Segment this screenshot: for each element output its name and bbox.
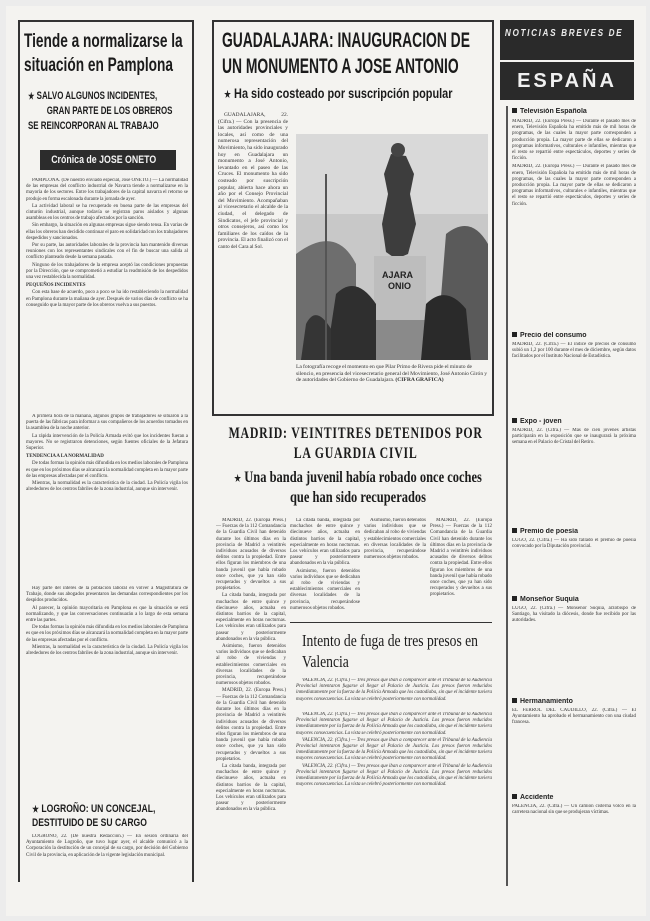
box-rule xyxy=(212,20,214,416)
brief-text: MADRID, 22. (Europa Press.) — Durante el pasado mes de enero, Televisión Española ha emitido más de mil horas de programas, de las cuales la mayor parte corresponden a producción propia. La mayor parte de ellas se dedicaron a programas informativos, culturales e infantiles, mientras que el resto se repartió entre espectáculos, deportes y series de ficción. xyxy=(512,164,636,207)
brief-text: MADRID, 22. (Europa Press.) — Durante el pasado mes de enero, Televisión Española ha emitido más de mil horas de programas, de las cuales la mayor parte corresponden a producción propia. La mayor parte de ellas se dedicaron a programas informativos, culturales e infantiles, mientras que el resto se repartió entre espectáculos, deportes y series de ficción. xyxy=(512,119,636,162)
madrid-deck-text: Una banda juvenil había robado once coches que han sido recuperados xyxy=(244,469,482,506)
guadalajara-headline xyxy=(222,28,488,80)
brief-text: MADRID, 22. (Cifra.) — El índice de precios de consumo subió un 1,2 por 100 durante el mes de diciembre, según datos facilitados por el Instituto Nacional de Estadística. xyxy=(512,342,636,360)
left-article-body-3 xyxy=(26,586,188,796)
subhead: TENDENCIA A LA NORMALIDAD xyxy=(26,454,104,460)
paragraph: La citada banda, integrada por muchachos de entre quince y diecinueve años, actuaba en distintos barrios de la capital, especialmente en horas nocturnas. Los vehículos eran utilizados para pasear y posteriormente abandonados en la vía pública. xyxy=(216,763,286,813)
star-icon xyxy=(234,474,241,483)
column-rule xyxy=(192,20,194,882)
paragraph: LOGROÑO, 22. (De nuestra Redacción.) — En sesión ordinaria del Ayuntamiento de Logroño, que tuvo lugar ayer, el alcalde comunicó a la Corporación la destitución de un concejal de su cargo, por decisión del Gobierno Civil de la provincia, en aplicación de la vigente legislación municipal. xyxy=(26,834,188,858)
brief-item xyxy=(512,418,636,522)
paragraph: Asimismo, fueron detenidos varios individuos que se dedicaban al robo de viviendas y establecimientos comerciales en diversas localidades de la provincia, recuperándose numerosos objetos robados. xyxy=(216,644,286,687)
madrid-body-col-4 xyxy=(430,518,492,618)
paragraph: MADRID, 22. (Europa Press.) — Fuerzas de la 112 Comandancia de la Guardia Civil han detenido durante los últimos días en la provincia de Madrid a veintitrés individuos acusados de diversos delitos contra la propiedad. Entre ellos figuran los miembros de una banda juvenil que había robado once coches, que ya han sido recuperados y devueltos a sus propietarios. xyxy=(216,518,286,592)
brief-text: EL FERROL DEL CAUDILLO, 22. (Cifra.) — El Ayuntamiento ha aprobado el hermanamiento con una ciudad francesa. xyxy=(512,708,636,726)
brief-text: MADRID, 22. (Cifra.) — Más de cien jóvenes artistas participarán en la exposición que se inaugurará la próxima semana en el Palacio de Cristal del Retiro. xyxy=(512,428,636,446)
monument-photo-graphic xyxy=(296,134,488,360)
espana-header-text: ESPAÑA xyxy=(517,70,617,92)
paragraph: VALENCIA, 22. (Cifra.) — Tres presos que iban a comparecer ante el Tribunal de la Audiencia Provincial intentaron fugarse al llegar al Palacio de Justicia. Los presos fueron reducidos inmediatamente por la fuerza de la Policía Armada que los custodiaba, sin que el incidente tuviera mayores consecuencias. La vista se celebró posteriormente con normalidad. xyxy=(296,737,492,762)
paragraph: Sin embargo, la situación en algunas empresas sigue siendo tensa. En varias de ellas los obreros han decidido continuar el paro en solidaridad con los trabajadores despedidos y sancionados. xyxy=(26,223,188,241)
paragraph: VALENCIA, 22. (Cifra.) — Tres presos que iban a comparecer ante el Tribunal de la Audiencia Provincial intentaron fugarse al llegar al Palacio de Justicia. Los presos fueron reducidos inmediatamente por la fuerza de la Policía Armada que los custodiaba, sin que el incidente tuviera mayores consecuencias. La vista se celebró posteriormente con normalidad. xyxy=(296,763,492,788)
monument-photo xyxy=(296,134,488,360)
guadalajara-body-col-1 xyxy=(218,112,288,360)
star-icon xyxy=(224,90,231,99)
brief-text: LUGO, 22. (Cifra.) — Ha sido fallado el premio de poesía convocado por la Diputación provincial. xyxy=(512,538,636,550)
brief-text: PALENCIA, 22. (Cifra.) — Un camión cisterna volcó en la carretera nacional sin que se produjeran víctimas. xyxy=(512,804,636,816)
left-headline xyxy=(24,30,190,78)
noticias-header xyxy=(500,20,634,60)
brief-title: Expo - joven xyxy=(512,418,636,425)
left-deck-line-3: SE REINCORPORAN AL TRABAJO xyxy=(28,120,159,132)
monument-sign-line-2: ONIO xyxy=(388,281,412,291)
brief-item xyxy=(512,596,636,692)
brief-item xyxy=(512,332,636,412)
square-bullet-icon xyxy=(512,418,517,423)
box-rule xyxy=(290,622,492,623)
brief-text: LUGO, 22. (Cifra.) — Monseñor Suquía, arzobispo de Santiago, ha visitado la diócesis, donde fue recibido por las autoridades. xyxy=(512,606,636,624)
brief-title: Hermanamiento xyxy=(512,698,636,705)
madrid-deck xyxy=(228,468,488,508)
square-bullet-icon xyxy=(512,332,517,337)
valencia-headline-text: Intento de fuga de tres presos en Valencia xyxy=(302,631,478,671)
brief-item xyxy=(512,108,636,326)
column-rule xyxy=(18,20,20,882)
paragraph: Con esta base de acuerdo, poco a poco se ha ido restableciendo la normalidad en Pamplona durante la mañana de ayer. Después de varios días de conflicto se ha conseguido que la mayor parte de los obreros vuelva a sus puestos. xyxy=(26,290,188,308)
brief-title: Monseñor Suquía xyxy=(512,596,636,603)
paragraph: La citada banda, integrada por muchachos de entre quince y diecinueve años, actuaba en distintos barrios de la capital, especialmente en horas nocturnas. Los vehículos eran utilizados para pasear y posteriormente abandonados en la vía pública. xyxy=(290,518,360,567)
square-bullet-icon xyxy=(512,528,517,533)
byline-banner xyxy=(40,150,176,170)
photo-caption-credit: (CIFRA GRAFICA) xyxy=(395,377,444,384)
paragraph: MADRID, 22. (Europa Press.) — Fuerzas de la 112 Comandancia de la Guardia Civil han detenido durante los últimos días en la provincia de Madrid a veintitrés individuos acusados de diversos delitos contra la propiedad. Entre ellos figuran los miembros de una banda juvenil que había robado once coches, que ya han sido recuperados y devueltos a sus propietarios. xyxy=(216,688,286,762)
madrid-body-col-3 xyxy=(364,518,426,618)
square-bullet-icon xyxy=(512,794,517,799)
box-rule xyxy=(212,414,494,416)
paragraph: Al parecer, la opinión mayoritaria en Pamplona es que la situación se está normalizando, y que las conversaciones continuarán a lo largo de esta semana entre las partes. xyxy=(26,605,188,624)
subhead: PEQUEÑOS INCIDENTES xyxy=(26,283,86,289)
madrid-headline-text: MADRID: VEINTITRES DETENIDOS POR LA GUARDIA CIVIL xyxy=(228,425,483,462)
brief-title: Premio de poesía xyxy=(512,528,636,535)
brief-title: Precio del consumo xyxy=(512,332,636,339)
byline-text: Crónica de JOSE ONETO xyxy=(51,154,157,166)
paragraph: Asimismo, fueron detenidos varios individuos que se dedicaban al robo de viviendas y establecimientos comerciales en diversas localidades de la provincia, recuperándose numerosos objetos robados. xyxy=(290,568,360,611)
paragraph: Asimismo, fueron detenidos varios individuos que se dedicaban al robo de viviendas y establecimientos comerciales en diversas localidades de la provincia, recuperándose numerosos objetos robados. xyxy=(364,518,426,561)
paragraph: MADRID, 22. (Europa Press.) — Fuerzas de la 112 Comandancia de la Guardia Civil han detenido durante los últimos días en la provincia de Madrid a veintitrés individuos acusados de diversos delitos contra la propiedad. Entre ellos figuran los miembros de una banda juvenil que había robado once coches, que ya han sido recuperados y devueltos a sus propietarios. xyxy=(430,518,492,598)
guadalajara-deck-text: Ha sido costeado por suscripción popular xyxy=(234,85,453,101)
paragraph: Mientras, la normalidad es la característica de la ciudad. La Policía vigila los alrededores de los centros fabriles de la zona industrial, aunque sin intervenir. xyxy=(26,481,188,493)
left-article-body xyxy=(26,178,188,414)
brief-item xyxy=(512,698,636,788)
photo-caption xyxy=(296,364,488,410)
column-rule xyxy=(18,20,192,22)
briefs-list xyxy=(512,108,636,864)
valencia-body xyxy=(296,712,492,888)
newspaper-page xyxy=(6,6,646,916)
valencia-lead xyxy=(296,678,492,710)
paragraph: De todas formas la opinión más difundida en los medios laborales de Pamplona es que en los próximos días se alcanzará la normalidad completa en la mayor parte de las empresas afectadas por el conflicto. xyxy=(26,625,188,643)
column-rule xyxy=(506,106,508,886)
paragraph: VALENCIA, 22. (Cifra.) — Tres presos que iban a comparecer ante el Tribunal de la Audiencia Provincial intentaron fugarse al llegar al Palacio de Justicia. Los presos fueron reducidos inmediatamente por la fuerza de la Policía Armada que los custodiaba, sin que el incidente tuviera mayores consecuencias. La vista se celebró posteriormente con normalidad. xyxy=(296,712,492,736)
paragraph: Hay parte del interés de la población laboral en volver a Magistratura de Trabajo, donde sus abogados presentaron las demandas correspondientes por los despidos producidos. xyxy=(26,586,188,604)
left-headline-text: Tiende a normalizarse la situación en Pamplona xyxy=(24,31,183,76)
logrono-headline-text: LOGROÑO: UN CONCEJAL, DESTITUIDO DE SU CARGO xyxy=(32,803,156,829)
square-bullet-icon xyxy=(512,596,517,601)
logrono-body xyxy=(26,834,188,878)
logrono-headline xyxy=(32,802,192,830)
guadalajara-headline-text: GUADALAJARA: INAUGURACION DE UN MONUMENTO A JOSE ANTONIO xyxy=(222,29,470,78)
guadalajara-deck xyxy=(224,84,517,102)
left-article-body-2 xyxy=(26,414,188,586)
paragraph: GUADALAJARA, 22. (Cifra.) — Con la presencia de las autoridades provinciales y locales, así como de una numerosa representación del Movimiento, ha sido inaugurado hoy en Guadalajara un monumento a José Antonio, levantado en el paseo de las Cruces. El monumento ha sido costeado por suscripción popular, abierta hace ahora un año por el Consejo Provincial del Movimiento. Acompañaban al vicesecretario el alcalde de la ciudad, el delegado de Sindicatos, el jefe provincial y otros consejeros, así como los familiares de los caídos de la provincia. El acto finalizó con el canto del Cara al Sol. xyxy=(218,112,288,250)
square-bullet-icon xyxy=(512,698,517,703)
star-icon xyxy=(32,805,39,814)
paragraph: VALENCIA, 22. (Cifra.) — Tres presos que iban a comparecer ante el Tribunal de la Audiencia Provincial intentaron fugarse al llegar al Palacio de Justicia. Los presos fueron reducidos inmediatamente por la fuerza de la Policía Armada que los custodiaba, sin que el incidente tuviera mayores consecuencias. La vista se celebró posteriormente con normalidad. xyxy=(296,678,492,702)
left-deck-line-1: SALVO ALGUNOS INCIDENTES, xyxy=(36,90,158,102)
brief-item xyxy=(512,528,636,590)
square-bullet-icon xyxy=(512,108,517,113)
valencia-headline xyxy=(302,630,482,672)
brief-title: Accidente xyxy=(512,794,636,801)
left-deck xyxy=(28,89,188,134)
noticias-header-text: NOTICIAS BREVES DE xyxy=(504,28,624,39)
box-rule xyxy=(492,20,494,416)
paragraph: La citada banda, integrada por muchachos de entre quince y diecinueve años, actuaba en distintos barrios de la capital, especialmente en horas nocturnas. Los vehículos eran utilizados para pasear y posteriormente abandonados en la vía pública. xyxy=(216,593,286,642)
brief-item xyxy=(512,794,636,864)
madrid-body-col-2 xyxy=(290,518,360,618)
paragraph: Ninguno de los trabajadores de la empresa aceptó las condiciones propuestas por la Dirección, que se comprometió a estudiar la readmisión de los despedidos una vez restablecida la normalidad. xyxy=(26,262,188,281)
star-icon xyxy=(28,92,34,101)
photo-caption-text: La fotografía recoge el momento en que Pilar Primo de Rivera pide el minuto de silencio, en presencia del vicesecretario general del Movimiento, José Antonio Girón y de autoridades del Gobierno de Guadalajara. xyxy=(296,364,488,384)
monument-sign xyxy=(382,270,413,292)
left-deck-line-2: GRAN PARTE DE LOS OBREROS xyxy=(46,105,173,117)
box-rule xyxy=(212,20,494,22)
paragraph: Por su parte, las autoridades laborales de la provincia han mantenido diversas reuniones con los representantes sindicales con el fin de buscar una salida al conflicto planteado desde la semana pasada. xyxy=(26,243,188,261)
madrid-headline xyxy=(218,424,494,464)
espana-header xyxy=(500,62,634,100)
paragraph: PAMPLONA. (De nuestro enviado especial, José ONETO.) — La normalidad de las empresas del conflicto industrial de Navarra tiende a normalizarse en la mayoría de los sectores. Entre los trabajadores de la capital navarra el retorno se produjo en forma escalonada durante la jornada de ayer. xyxy=(26,178,188,202)
madrid-body-col-1 xyxy=(216,518,286,890)
brief-title: Televisión Española xyxy=(512,108,636,115)
paragraph: Mientras, la normalidad es la característica de la ciudad. La Policía vigila los alrededores de los centros fabriles de la zona industrial, aunque sin intervenir. xyxy=(26,644,188,657)
monument-sign-line-1: AJARA xyxy=(382,270,414,280)
paragraph: La actividad laboral se ha recuperado en buena parte de las empresas del cinturón industrial, aunque todavía se registran paros aislados y algunas asambleas en los centros de trabajo afectados por la sanción. xyxy=(26,203,188,222)
paragraph: A primera hora de la mañana, algunos grupos de trabajadores se situaron a la puerta de las fábricas para informar a sus compañeros de los acuerdos tomados en la asamblea de la noche anterior. xyxy=(26,414,188,432)
paragraph: La rápida intervención de la Policía Armada evitó que los incidentes fueran a mayores. No se registraron detenciones, según fuentes oficiales de la Jefatura Superior. xyxy=(26,433,188,452)
paragraph: De todas formas la opinión más difundida en los medios laborales de Pamplona es que en los próximos días se alcanzará la normalidad completa en la mayor parte de las empresas afectadas por el conflicto. xyxy=(26,461,188,479)
